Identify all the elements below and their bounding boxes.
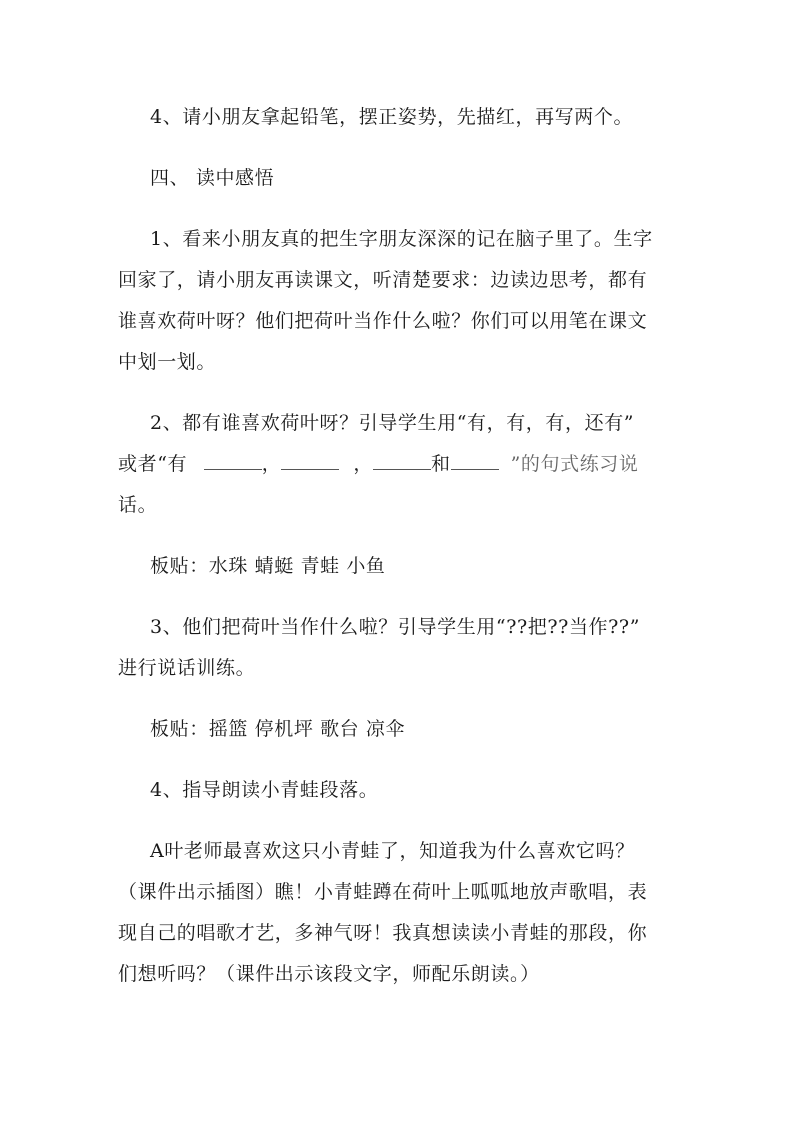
paragraph-2-line-3: 话。 <box>118 494 158 516</box>
comma-1: ， <box>261 453 282 475</box>
fill-blank-3 <box>373 453 431 470</box>
paragraph-1-line-4: 中划一划。 <box>118 351 217 373</box>
step-4-reading: 4、指导朗读小青蛙段落。 <box>150 779 379 801</box>
board-notes-2: 板贴：摇篮 停机坪 歌台 凉伞 <box>150 718 406 740</box>
paragraph-3-line-1: 3、他们把荷叶当作什么啦？引导学生用“??把??当作??” <box>150 616 641 638</box>
paragraph-4-line-2: （课件出示插图）瞧！小青蛙蹲在荷叶上呱呱地放声歌唱，表 <box>118 881 648 903</box>
paragraph-1-line-2: 回家了，请小朋友再读课文，听清楚要求：边读边思考，都有 <box>118 269 648 291</box>
he-char: 和 <box>430 453 451 475</box>
paragraph-2-line-1: 2、都有谁喜欢荷叶呀？引导学生用“有，有，有，还有” <box>150 412 635 434</box>
paragraph-4-line-3: 现自己的唱歌才艺，多神气呀！我真想读读小青蛙的那段，你 <box>118 922 648 944</box>
section-heading-4: 四、 读中感悟 <box>150 167 275 189</box>
fill-blank-2 <box>281 453 339 470</box>
paragraph-4-line-4: 们想听吗？（课件出示该段文字，师配乐朗读。） <box>118 963 540 985</box>
paragraph-2-line-2 <box>118 453 678 475</box>
paragraph-1-line-3: 谁喜欢荷叶呀？他们把荷叶当作什么啦？你们可以用笔在课文 <box>118 310 648 332</box>
paragraph-4-line-1: A叶老师最喜欢这只小青蛙了，知道我为什么喜欢它吗？ <box>150 840 635 862</box>
sentence-start: 或者“有 <box>118 453 188 475</box>
paragraph-3-line-2: 进行说话训练。 <box>118 657 256 679</box>
board-notes-1: 板贴：水珠 蜻蜓 青蛙 小鱼 <box>150 555 386 577</box>
fill-blank-1 <box>204 453 262 470</box>
step-4-writing: 4、请小朋友拿起铅笔，摆正姿势，先描红，再写两个。 <box>150 106 634 128</box>
paragraph-1-line-1: 1、看来小朋友真的把生字朋友深深的记在脑子里了。生字 <box>150 228 653 250</box>
sentence-pattern-tail: ”的句式练习说 <box>510 453 639 475</box>
fill-blank-4 <box>451 453 499 470</box>
comma-2: ， <box>353 453 373 475</box>
